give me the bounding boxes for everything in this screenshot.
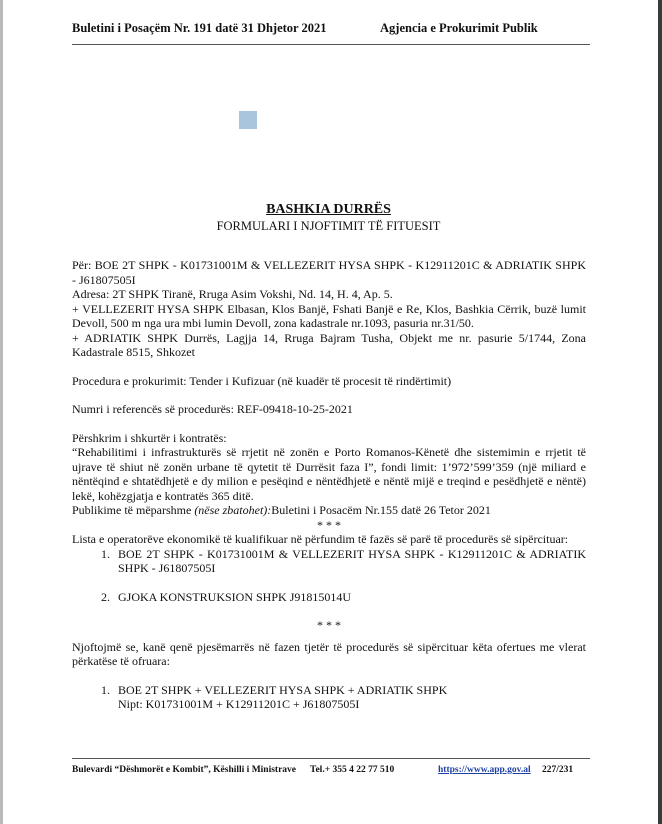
previous-publications — [72, 503, 586, 518]
authority-name: BASHKIA DURRËS — [266, 202, 391, 217]
offers-intro: Njoftojmë se, kanë qenë pjesëmarrës në fazen tjetër të procedurës së sipërcituar këta ofertues me vlerat përkatëse të ofruara: — [72, 639, 586, 668]
offers-list — [72, 683, 586, 712]
previous-note: (nëse zbatohet): — [194, 503, 272, 517]
list-item-text: BOE 2T SHPK - K01731001M & VELLEZERIT HYSA SHPK - K12911201C & ADRIATIK SHPK - J61807505I — [118, 546, 586, 575]
list-item-number: 1. — [101, 546, 110, 561]
list-item-text: GJOKA KONSTRUKSION SHPK J91815014U — [118, 589, 352, 604]
recipient-line: Për: BOE 2T SHPK - K01731001M & VELLEZERIT HYSA SHPK - K12911201C & ADRIATIK SHPK - J61807505I — [72, 258, 586, 287]
footer-divider — [72, 758, 590, 759]
header-divider — [72, 44, 590, 45]
previous-value: Buletini i Posacëm Nr.155 datë 26 Tetor 2021 — [271, 503, 491, 517]
previous-label: Publikime të mëparshme — [72, 503, 192, 517]
section-separator: * * * — [317, 618, 341, 632]
page-left-edge — [0, 0, 3, 824]
list-item-number: 2. — [101, 589, 110, 604]
bulletin-title: Buletini i Posaçëm Nr. 191 datë 31 Dhjetor 2021 — [72, 21, 327, 35]
footer-website-link[interactable]: https://www.app.gov.al — [438, 765, 531, 775]
list-item-number: 1. — [101, 682, 110, 697]
list-item — [72, 547, 586, 576]
recipient-address-1: Adresa: 2T SHPK Tiranë, Rruga Asim Vokshi, Nd. 14, H. 4, Ap. 5. — [72, 287, 393, 301]
procedure-type: Procedura e prokurimit: Tender i Kufizuar (në kuadër të procesit të rindërtimit) — [72, 373, 452, 388]
page-right-edge — [658, 0, 662, 824]
document-body — [72, 258, 586, 712]
contract-label: Përshkrim i shkurtër i kontratës: — [72, 430, 227, 445]
logo-placeholder — [239, 111, 257, 129]
reference-number: Numri i referencës së procedurës: REF-09418-10-25-2021 — [72, 402, 353, 416]
qualified-list — [72, 547, 586, 605]
footer-phone: Tel.+ 355 4 22 77 510 — [310, 765, 395, 775]
offer-nipt: Nipt: K01731001M + K12911201C + J61807505I — [118, 697, 360, 711]
footer-address: Bulevardi “Dëshmorët e Kombit”, Këshilli i Ministrave — [72, 765, 297, 775]
recipient-address-3: + ADRIATIK SHPK Durrës, Lagjja 14, Rruga Bajram Tusha, Objekt me nr. pasurie 5/1744, Zona Kadastrale 8515, Shkozet — [72, 330, 586, 359]
authority-title — [72, 202, 585, 218]
contract-description: “Rehabilitimi i infrastrukturës së rrjetit në zonën e Porto Romanos-Kënetë dhe sistemimin e rrjetit të ujrave të shiut në zonën urbane të qytetit të Durrësit faza I”, fondi limit: 1’972’599’359 (një miliard e nëntëqind e shtatëdhjetë e dy milion e pesëqind e nëntëdhjetë e nëntë mijë e treqind e pesëdhjetë e nëntë) lekë, kohëzgjatja e kontratës 365 ditë. — [72, 445, 586, 503]
page-footer — [72, 765, 586, 775]
form-title: FORMULARI I NJOFTIMIT TË FITUESIT — [216, 219, 441, 233]
list-item-text — [118, 683, 586, 712]
section-separator: * * * — [317, 517, 341, 532]
qualified-intro: Lista e operatorëve ekonomikë të kualifikuar në përfundim të fazës së parë të procedurës së sipërcituar: — [72, 532, 569, 546]
list-item — [72, 590, 586, 605]
list-item — [72, 683, 586, 712]
page-number: 227/231 — [542, 765, 574, 775]
page-header — [72, 21, 572, 36]
recipient-address-2: + VELLEZERIT HYSA SHPK Elbasan, Klos Banjë, Fshati Banjë e Re, Klos, Bashkia Cërrik, buzë lumit Devoll, 500 m nga ura mbi lumin Devoll, zona kadastrale nr.1093, pasuria nr.31/50. — [72, 301, 586, 330]
offer-bidders: BOE 2T SHPK + VELLEZERIT HYSA SHPK + ADRIATIK SHPK — [118, 682, 448, 697]
agency-name: Agjencia e Prokurimit Publik — [380, 21, 538, 35]
